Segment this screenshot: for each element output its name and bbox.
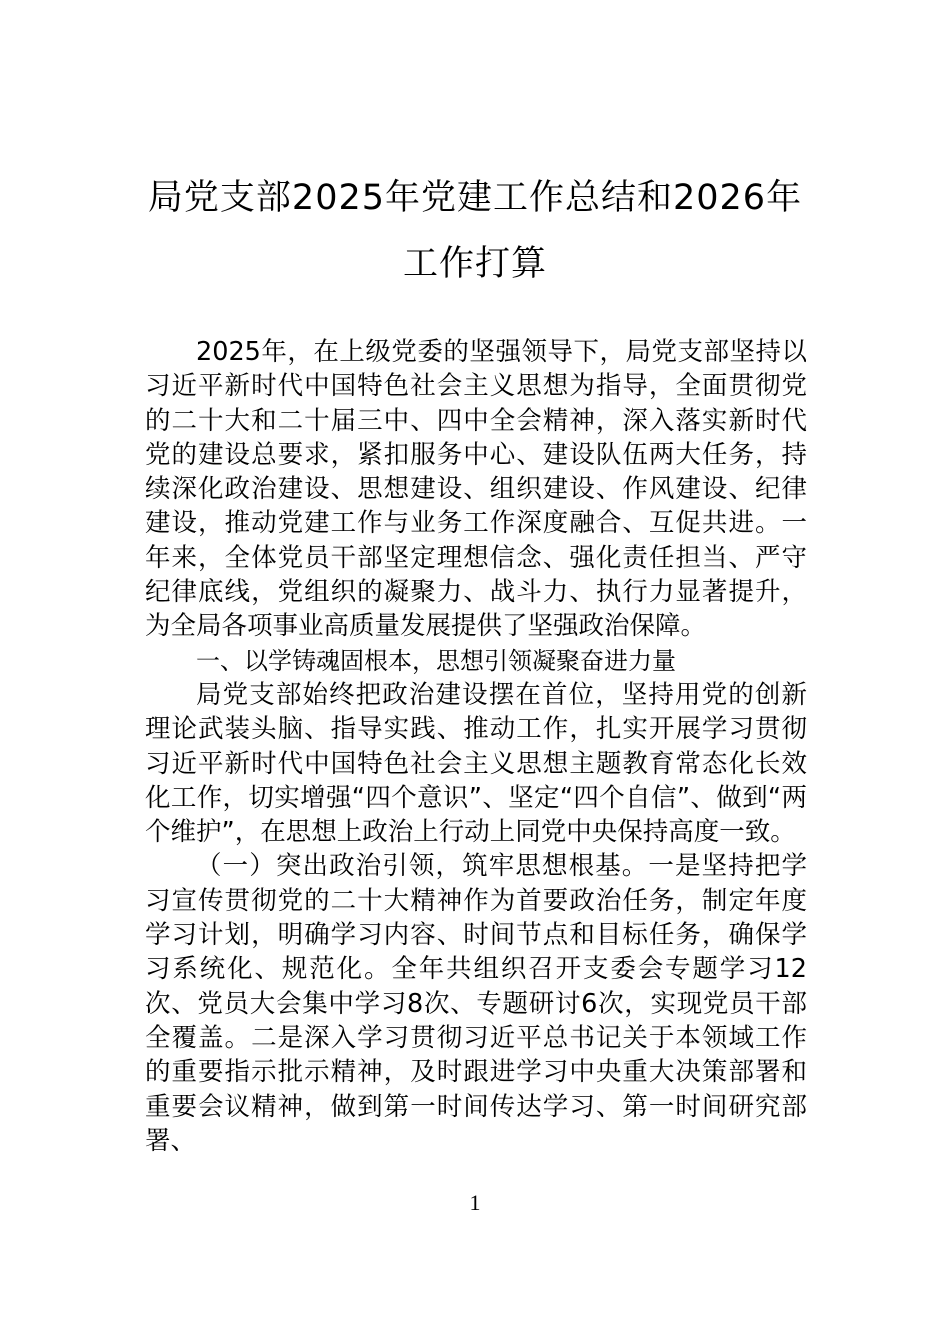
intro-paragraph: 2025年，在上级党委的坚强领导下，局党支部坚持以习近平新时代中国特色社会主义思想为指导，全面贯彻党的二十大和二十届三中、四中全会精神，深入落实新时代党的建设总要求，紧扣服务中心、建设队伍两大任务，持续深化政治建设、思想建设、组织建设、作风建设、纪律建设，推动党建工作与业务工作深度融合、互促共进。一年来，全体党员干部坚定理想信念、强化责任担当、严守纪律底线，党组织的凝聚力、战斗力、执行力显著提升，为全局各项事业高质量发展提供了坚强政治保障。 [145,337,807,642]
document-title: 局党支部2025年党建工作总结和2026年工作打算 [147,178,803,284]
document-body [145,335,807,1158]
subsection-paragraph: （一）突出政治引领，筑牢思想根基。一是坚持把学习宣传贯彻党的二十大精神作为首要政治任务，制定年度学习计划，明确学习内容、时间节点和目标任务，确保学习系统化、规范化。全年共组织召开支委会专题学习12次、党员大会集中学习8次、专题研讨6次，实现党员干部全覆盖。二是深入学习贯彻习近平总书记关于本领域工作的重要指示批示精神，及时跟进学习中央重大决策部署和重要会议精神，做到第一时间传达学习、第一时间研究部署、 [145,851,807,1156]
section-paragraph: 局党支部始终把政治建设摆在首位，坚持用党的创新理论武装头脑、指导实践、推动工作，扎实开展学习贯彻习近平新时代中国特色社会主义思想主题教育常态化长效化工作，切实增强“四个意识”、坚定“四个自信”、做到“两个维护”，在思想上政治上行动上同党中央保持高度一致。 [145,679,807,848]
page-number: 1 [469,1190,481,1215]
section-heading: 一、以学铸魂固根本，思想引领凝聚奋进力量 [196,646,676,675]
